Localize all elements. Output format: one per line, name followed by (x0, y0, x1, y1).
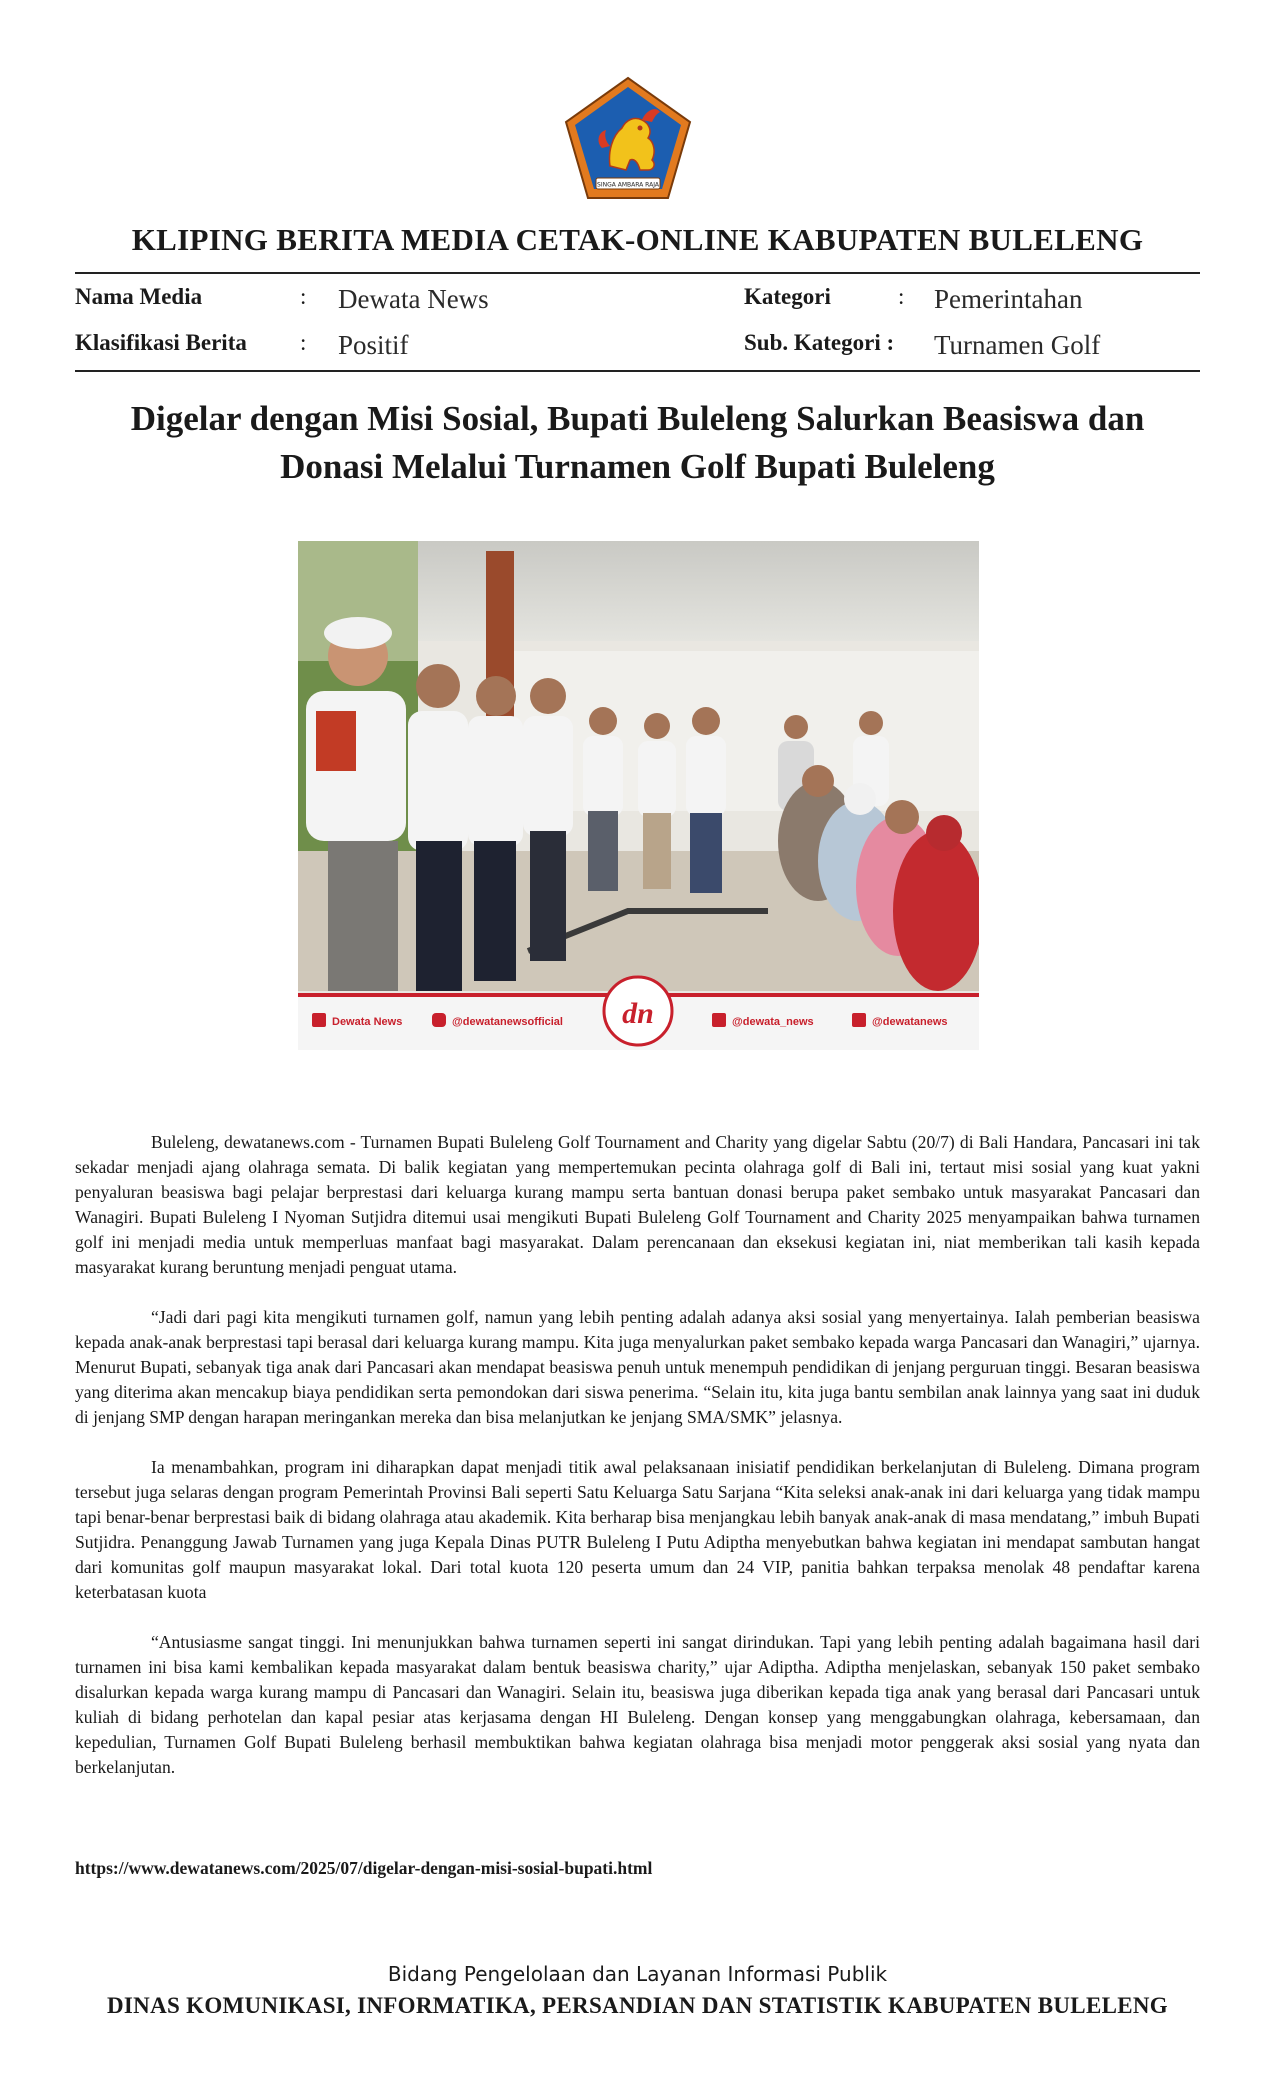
watermark-facebook: Dewata News (332, 1016, 403, 1028)
facebook-icon (312, 1013, 326, 1027)
header-divider-top (75, 272, 1200, 274)
footer-title: DINAS KOMUNIKASI, INFORMATIKA, PERSANDIAN DAN STATISTIK KABUPATEN BULELENG (107, 1993, 1168, 2018)
article-paragraph-1: Buleleng, dewatanews.com - Turnamen Bupati Buleleng Golf Tournament and Charity yang digelar Sabtu (20/7) di Bali Handara, Pancasari ini tak sekadar menjadi ajang olahraga semata. Di balik kegiatan yang mempertemukan pecinta olahraga golf di Bali ini, tertaut misi sosial yang kuat yakni penyaluran beasiswa bagi pelajar berprestasi dari keluarga kurang mampu serta bantuan donasi berupa paket sembako untuk masyarakat Pancasari dan Wanagiri. Bupati Buleleng I Nyoman Sutjidra ditemui usai mengikuti Bupati Buleleng Golf Tournament and Charity 2025 menyampaikan bahwa turnamen golf ini menjadi media untuk memperluas manfaat bagi masyarakat. Dalam perencanaan dan eksekusi kegiatan ini, niat memberikan tali kasih kepada masyarakat kurang beruntung menjadi penguat utama. (75, 1132, 1200, 1277)
header-divider-bottom (75, 370, 1200, 372)
media-name-colon: : (300, 284, 307, 309)
classification-colon: : (300, 330, 307, 355)
article-photo (298, 541, 979, 1050)
category-colon: : (898, 284, 905, 309)
subcategory-value: Turnamen Golf (934, 330, 1101, 360)
instagram-icon (432, 1013, 446, 1027)
category-label: Kategori (744, 284, 831, 309)
classification-label: Klasifikasi Berita (75, 330, 247, 355)
clipping-header-title: KLIPING BERITA MEDIA CETAK-ONLINE KABUPATEN BULELENG (131, 222, 1144, 257)
media-name-label: Nama Media (75, 284, 203, 309)
category-value: Pemerintahan (934, 284, 1083, 314)
article-paragraph-4: “Antusiasme sangat tinggi. Ini menunjukkan bahwa turnamen seperti ini sangat dirindukan. Tapi yang lebih penting adalah bagaimana hasil dari turnamen ini bisa kami kembalikan kepada masyarakat dalam bentuk beasiswa charity,” ujar Adiptha. Adiptha menjelaskan, sebanyak 150 paket sembako disalurkan kepada warga kurang mampu di Pancasari dan Wanagiri. Selain itu, beasiswa juga diberikan kepada tiga anak yang berasal dari Pancasari untuk kuliah di bidang perhotelan dan kapal pesiar atas kerjasama dengan HI Buleleng. Dengan konsep yang menggabungkan olahraga, kebersamaan, dan kepedulian, Turnamen Golf Bupati Buleleng berhasil membuktikan bahwa kegiatan olahraga bisa menjadi motor penggerak aksi sosial yang nyata dan berkelanjutan. (75, 1632, 1200, 1777)
twitter-icon (712, 1013, 726, 1027)
watermark-twitter: @dewata_news (732, 1016, 814, 1028)
watermark-instagram: @dewatanewsofficial (452, 1016, 563, 1028)
buleleng-emblem-logo (560, 74, 696, 204)
tiktok-icon (852, 1013, 866, 1027)
media-name-value: Dewata News (338, 284, 489, 314)
classification-value: Positif (338, 330, 409, 360)
watermark-logo-text: dn (622, 997, 654, 1030)
source-url-link[interactable]: https://www.dewatanews.com/2025/07/digelar-dengan-misi-sosial-bupati.html (75, 1858, 653, 1878)
article-paragraph-3: Ia menambahkan, program ini diharapkan dapat menjadi titik awal pelaksanaan inisiatif pendidikan berkelanjutan di Buleleng. Dimana program tersebut juga selaras dengan program Pemerintah Provinsi Bali seperti Satu Keluarga Satu Sarjana “Kita seleksi anak-anak ini dari keluarga yang tidak mampu tapi benar-benar berprestasi baik di bidang olahraga atau akademik. Kita berharap bisa menjangkau lebih banyak anak-anak di masa mendatang,” imbuh Bupati Sutjidra. Penanggung Jawab Turnamen yang juga Kepala Dinas PUTR Buleleng I Putu Adiptha menyebutkan bahwa kegiatan ini mendapat sambutan hangat dari komunitas golf maupun masyarakat lokal. Dari total kuota 120 peserta umum dan 24 VIP, panitia bahkan terpaksa menolak 48 pendaftar karena keterbatasan kuota (75, 1457, 1200, 1602)
article-title: Digelar dengan Misi Sosial, Bupati Buleleng Salurkan Beasiswa dan Donasi Melalui Turnamen Golf Bupati Buleleng (130, 399, 1145, 486)
watermark-tiktok: @dewatanews (872, 1016, 948, 1028)
footer-subtitle: Bidang Pengelolaan dan Layanan Informasi Publik (387, 1962, 888, 1986)
subcategory-label: Sub. Kategori : (744, 330, 895, 355)
article-paragraph-2: “Jadi dari pagi kita mengikuti turnamen golf, namun yang lebih penting adalah adanya aksi sosial yang menyertainya. Ialah pemberian beasiswa kepada anak-anak berprestasi tapi berasal dari keluarga kurang mampu. Kita juga menyalurkan paket sembako kepada warga Pancasari dan Wanagiri,” ujarnya. Menurut Bupati, sebanyak tiga anak dari Pancasari akan mendapat beasiswa penuh untuk menempuh pendidikan di jenjang perguruan tinggi. Besaran beasiswa yang diterima akan mencakup biaya pendidikan serta pemondokan dari siswa penerima. “Selain itu, kita juga bantu sembilan anak lainnya yang saat ini duduk di jenjang SMP dengan harapan meringankan mereka dan bisa melanjutkan ke jenjang SMA/SMK” jelasnya. (75, 1307, 1200, 1427)
emblem-motto: SINGA AMBARA RAJA (597, 181, 659, 189)
article-body (75, 1130, 1200, 1805)
